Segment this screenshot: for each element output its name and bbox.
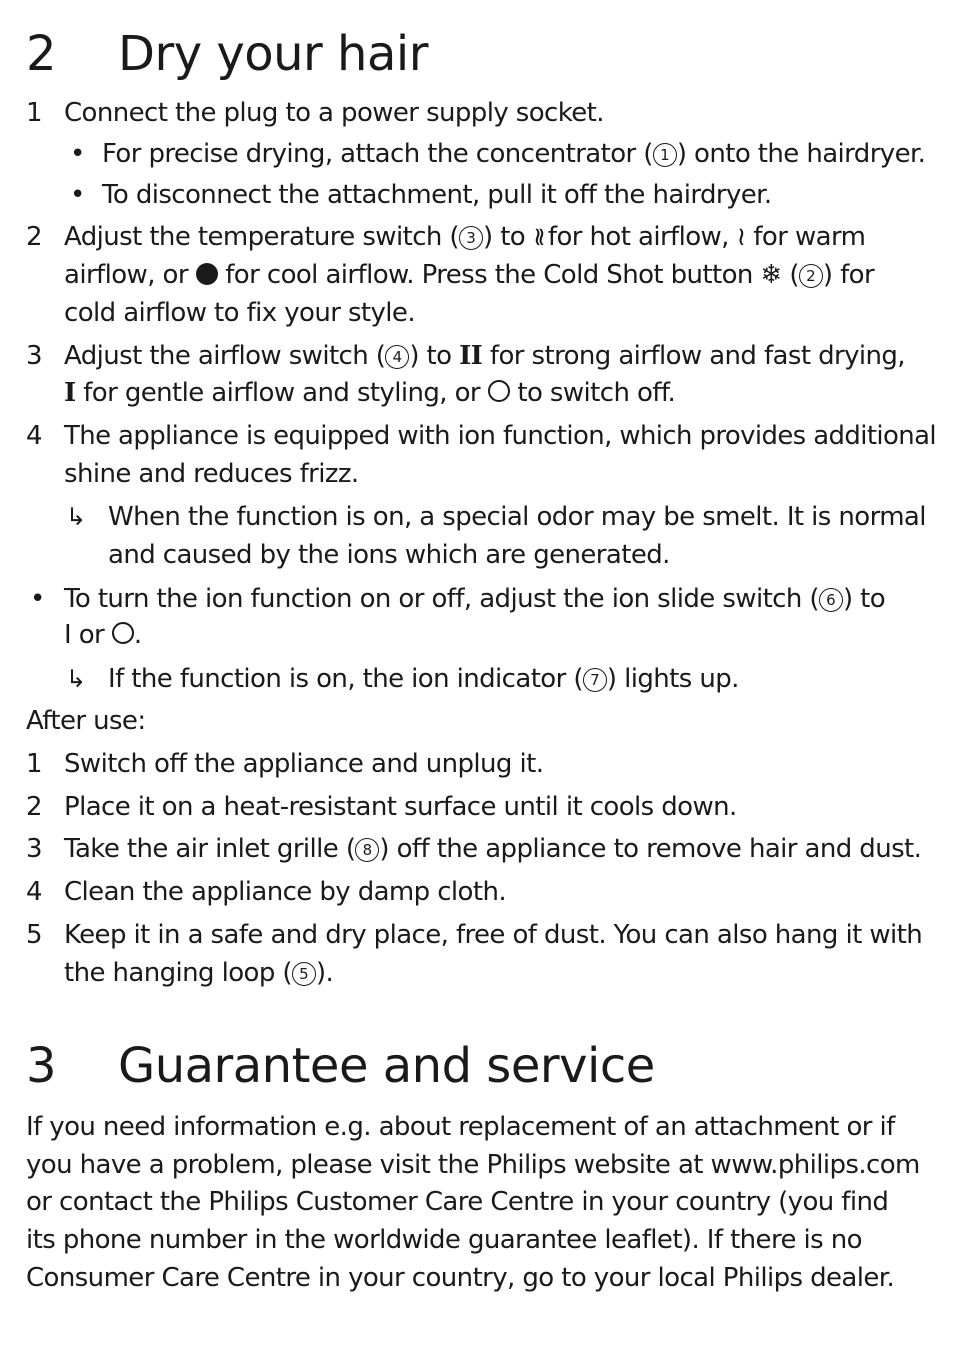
off-icon — [488, 380, 510, 402]
step-text: Keep it in a safe and dry place, free of dust. You can also hang it with — [64, 920, 923, 950]
result-text: and caused by the ions which are generated. — [108, 540, 670, 570]
ion-on-icon: I — [64, 620, 72, 650]
paragraph-line: If you need information e.g. about replacement of an attachment or if — [26, 1112, 895, 1142]
callout-number: 5 — [292, 962, 316, 986]
step-text: I for gentle airflow and styling, or to switch off. — [64, 378, 676, 408]
step-number: 5 — [26, 920, 43, 950]
callout-number: 6 — [819, 588, 843, 612]
step-text: Connect the plug to a power supply socket. — [64, 98, 604, 128]
step-text: To turn the ion function on or off, adjust the ion slide switch ( 6 ) to — [64, 584, 886, 614]
step-text: the hanging loop ( 5 ). — [64, 958, 334, 988]
bullet: • — [70, 139, 86, 169]
cool-airflow-icon — [196, 263, 218, 285]
section-3-heading — [26, 1038, 655, 1094]
step-number: 4 — [26, 421, 43, 451]
paragraph-line: Consumer Care Centre in your country, go to your local Philips dealer. — [26, 1263, 895, 1293]
paragraph-line: you have a problem, please visit the Philips website at www.philips.com — [26, 1150, 920, 1180]
bullet: • — [30, 584, 46, 614]
warm-airflow-icon: ≀ — [736, 222, 746, 252]
paragraph-line: its phone number in the worldwide guarantee leaflet). If there is no — [26, 1225, 862, 1255]
step-text: airflow, or for cool airflow. Press the Cold Shot button ❄ ( 2 ) for — [64, 260, 875, 290]
step-number: 2 — [26, 222, 43, 252]
result-text: If the function is on, the ion indicator ( 7 ) lights up. — [108, 664, 739, 694]
result-text: When the function is on, a special odor may be smelt. It is normal — [108, 502, 926, 532]
result-arrow-icon: ↳ — [66, 503, 87, 531]
step-text: Adjust the airflow switch ( 4 ) to II for strong airflow and fast drying, — [64, 341, 905, 371]
bullet-text: To disconnect the attachment, pull it off the hairdryer. — [102, 180, 772, 210]
callout-number: 7 — [583, 668, 607, 692]
step-number: 3 — [26, 341, 43, 371]
step-text: Take the air inlet grille ( 8 ) off the appliance to remove hair and dust. — [64, 834, 922, 864]
hot-airflow-icon: ≀≀ — [532, 222, 541, 252]
callout-number: 3 — [459, 226, 483, 250]
paragraph-line: or contact the Philips Customer Care Centre in your country (you find — [26, 1187, 889, 1217]
callout-number: 2 — [799, 264, 823, 288]
bullet: • — [70, 180, 86, 210]
step-text: The appliance is equipped with ion function, which provides additional — [64, 421, 936, 451]
step-text: Switch off the appliance and unplug it. — [64, 749, 544, 779]
callout-number: 1 — [653, 143, 677, 167]
speed-2-icon: II — [459, 341, 483, 371]
step-text: Adjust the temperature switch ( 3 ) to ≀≀ for hot airflow, ≀ for warm — [64, 222, 866, 252]
bullet-text: For precise drying, attach the concentrator ( 1 ) onto the hairdryer. — [102, 139, 926, 169]
step-number: 3 — [26, 834, 43, 864]
result-arrow-icon: ↳ — [66, 665, 87, 693]
step-text: Place it on a heat-resistant surface until it cools down. — [64, 792, 737, 822]
step-number: 4 — [26, 877, 43, 907]
speed-1-icon: I — [64, 378, 76, 408]
step-number: 1 — [26, 749, 43, 779]
step-number: 1 — [26, 98, 43, 128]
section-number: 3 — [26, 1038, 57, 1094]
callout-number: 4 — [385, 345, 409, 369]
section-2-heading — [26, 26, 428, 82]
step-number: 2 — [26, 792, 43, 822]
step-text: cold airflow to fix your style. — [64, 298, 415, 328]
section-title: Guarantee and service — [118, 1038, 655, 1094]
snowflake-icon: ❄ — [760, 260, 782, 290]
callout-number: 8 — [355, 838, 379, 862]
subheading: After use: — [26, 706, 146, 736]
section-number: 2 — [26, 26, 57, 82]
step-text: shine and reduces frizz. — [64, 459, 359, 489]
step-text: I or . — [64, 620, 142, 650]
section-title: Dry your hair — [118, 26, 428, 82]
step-text: Clean the appliance by damp cloth. — [64, 877, 506, 907]
ion-off-icon — [112, 622, 134, 644]
